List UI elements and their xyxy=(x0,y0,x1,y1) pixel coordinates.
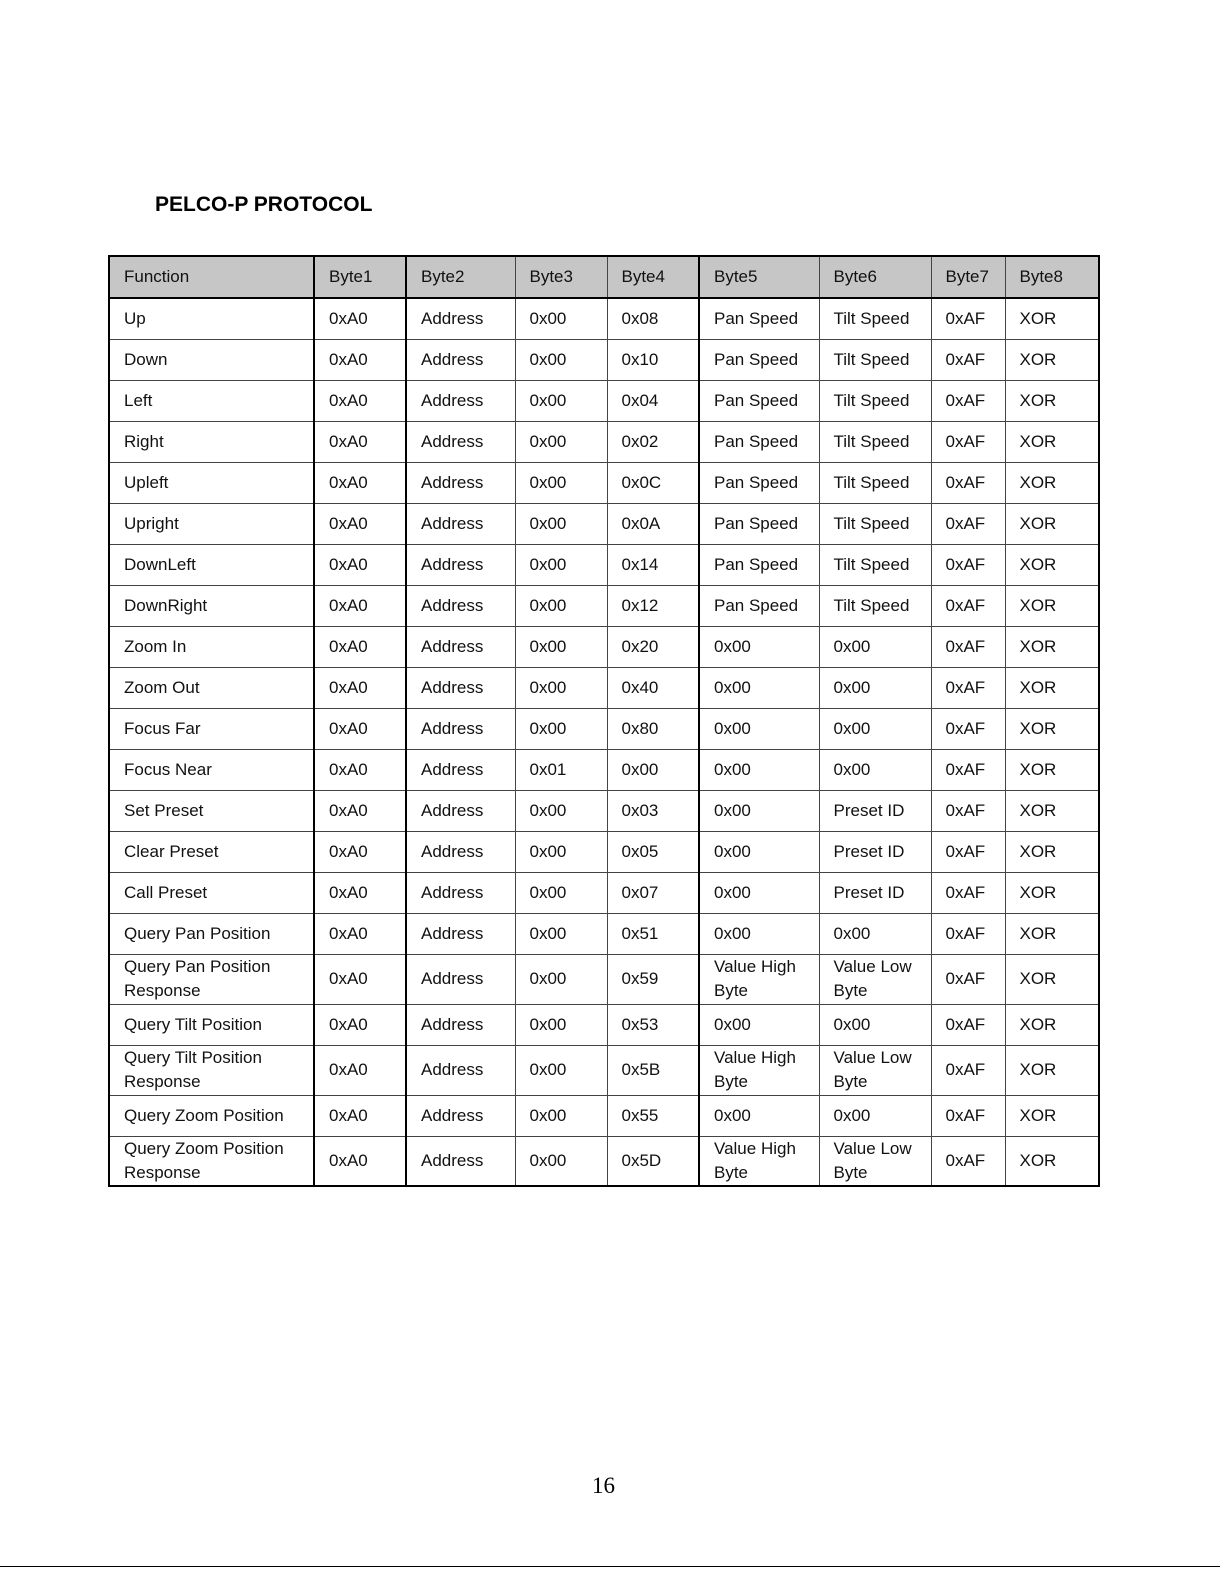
cell-byte6: Preset ID xyxy=(819,872,931,913)
table-row xyxy=(109,749,1099,790)
cell-byte5: 0x00 xyxy=(699,872,819,913)
cell-byte7: 0xAF xyxy=(931,667,1005,708)
cell-byte4: 0x40 xyxy=(607,667,699,708)
cell-byte8: XOR xyxy=(1005,790,1099,831)
cell-byte4: 0x0C xyxy=(607,462,699,503)
cell-byte5: Pan Speed xyxy=(699,298,819,339)
cell-byte5: Pan Speed xyxy=(699,503,819,544)
cell-byte5: Value High Byte xyxy=(699,954,819,1004)
cell-byte4: 0x0A xyxy=(607,503,699,544)
cell-byte7: 0xAF xyxy=(931,503,1005,544)
cell-byte1: 0xA0 xyxy=(314,872,406,913)
cell-function: Right xyxy=(109,421,314,462)
cell-byte5: 0x00 xyxy=(699,913,819,954)
cell-byte4: 0x5B xyxy=(607,1045,699,1095)
cell-byte5: 0x00 xyxy=(699,831,819,872)
cell-byte7: 0xAF xyxy=(931,831,1005,872)
cell-byte3: 0x00 xyxy=(515,831,607,872)
cell-byte7: 0xAF xyxy=(931,1045,1005,1095)
cell-byte2: Address xyxy=(406,339,515,380)
cell-byte8: XOR xyxy=(1005,1004,1099,1045)
cell-function: Query Zoom Position xyxy=(109,1095,314,1136)
cell-byte3: 0x00 xyxy=(515,585,607,626)
cell-byte6: Tilt Speed xyxy=(819,462,931,503)
cell-byte8: XOR xyxy=(1005,503,1099,544)
cell-byte3: 0x00 xyxy=(515,667,607,708)
cell-function: Focus Far xyxy=(109,708,314,749)
cell-function: Set Preset xyxy=(109,790,314,831)
cell-byte7: 0xAF xyxy=(931,380,1005,421)
cell-byte5: Pan Speed xyxy=(699,544,819,585)
cell-byte3: 0x00 xyxy=(515,626,607,667)
cell-byte8: XOR xyxy=(1005,298,1099,339)
cell-byte6: 0x00 xyxy=(819,749,931,790)
cell-byte3: 0x01 xyxy=(515,749,607,790)
cell-byte7: 0xAF xyxy=(931,1136,1005,1186)
cell-byte2: Address xyxy=(406,1004,515,1045)
cell-byte2: Address xyxy=(406,913,515,954)
table-row xyxy=(109,626,1099,667)
cell-byte8: XOR xyxy=(1005,421,1099,462)
cell-byte8: XOR xyxy=(1005,462,1099,503)
cell-byte6: 0x00 xyxy=(819,626,931,667)
cell-function: Query Pan Position xyxy=(109,913,314,954)
cell-byte6: Value Low Byte xyxy=(819,954,931,1004)
table-row xyxy=(109,339,1099,380)
table-row xyxy=(109,462,1099,503)
cell-byte4: 0x20 xyxy=(607,626,699,667)
cell-function: Up xyxy=(109,298,314,339)
cell-byte5: Pan Speed xyxy=(699,585,819,626)
cell-byte3: 0x00 xyxy=(515,1045,607,1095)
cell-byte4: 0x00 xyxy=(607,749,699,790)
cell-byte5: Pan Speed xyxy=(699,421,819,462)
cell-byte3: 0x00 xyxy=(515,339,607,380)
cell-byte7: 0xAF xyxy=(931,626,1005,667)
cell-byte3: 0x00 xyxy=(515,1095,607,1136)
cell-byte4: 0x5D xyxy=(607,1136,699,1186)
cell-byte3: 0x00 xyxy=(515,708,607,749)
table-row xyxy=(109,1045,1099,1095)
cell-byte2: Address xyxy=(406,708,515,749)
table-row xyxy=(109,503,1099,544)
cell-byte7: 0xAF xyxy=(931,954,1005,1004)
cell-byte2: Address xyxy=(406,1095,515,1136)
cell-byte4: 0x53 xyxy=(607,1004,699,1045)
cell-byte4: 0x14 xyxy=(607,544,699,585)
cell-byte8: XOR xyxy=(1005,1095,1099,1136)
cell-byte6: 0x00 xyxy=(819,708,931,749)
cell-function: DownRight xyxy=(109,585,314,626)
table-row xyxy=(109,1004,1099,1045)
cell-byte4: 0x10 xyxy=(607,339,699,380)
cell-byte6: 0x00 xyxy=(819,1004,931,1045)
cell-byte3: 0x00 xyxy=(515,421,607,462)
cell-byte1: 0xA0 xyxy=(314,421,406,462)
cell-function: Query Pan Position Response xyxy=(109,954,314,1004)
cell-byte4: 0x80 xyxy=(607,708,699,749)
header-byte2: Byte2 xyxy=(406,256,515,298)
cell-byte5: Value High Byte xyxy=(699,1045,819,1095)
cell-byte3: 0x00 xyxy=(515,1004,607,1045)
cell-byte8: XOR xyxy=(1005,339,1099,380)
table-row xyxy=(109,790,1099,831)
table-row xyxy=(109,913,1099,954)
cell-byte6: Preset ID xyxy=(819,790,931,831)
cell-byte2: Address xyxy=(406,667,515,708)
cell-byte8: XOR xyxy=(1005,544,1099,585)
cell-byte2: Address xyxy=(406,503,515,544)
cell-byte8: XOR xyxy=(1005,1045,1099,1095)
cell-byte2: Address xyxy=(406,749,515,790)
cell-function: Query Tilt Position xyxy=(109,1004,314,1045)
cell-byte2: Address xyxy=(406,831,515,872)
cell-byte2: Address xyxy=(406,1045,515,1095)
cell-byte7: 0xAF xyxy=(931,1004,1005,1045)
cell-byte1: 0xA0 xyxy=(314,462,406,503)
cell-byte5: Pan Speed xyxy=(699,462,819,503)
cell-byte4: 0x02 xyxy=(607,421,699,462)
cell-byte1: 0xA0 xyxy=(314,626,406,667)
table-row xyxy=(109,380,1099,421)
pelco-p-command-table xyxy=(108,255,1100,1187)
cell-byte8: XOR xyxy=(1005,667,1099,708)
cell-byte3: 0x00 xyxy=(515,790,607,831)
cell-byte2: Address xyxy=(406,380,515,421)
cell-byte7: 0xAF xyxy=(931,298,1005,339)
cell-function: Query Tilt Position Response xyxy=(109,1045,314,1095)
cell-byte1: 0xA0 xyxy=(314,585,406,626)
cell-byte2: Address xyxy=(406,462,515,503)
cell-byte7: 0xAF xyxy=(931,790,1005,831)
table-row xyxy=(109,1095,1099,1136)
cell-byte1: 0xA0 xyxy=(314,503,406,544)
cell-byte1: 0xA0 xyxy=(314,1004,406,1045)
cell-byte1: 0xA0 xyxy=(314,298,406,339)
cell-byte1: 0xA0 xyxy=(314,667,406,708)
cell-byte8: XOR xyxy=(1005,749,1099,790)
cell-byte2: Address xyxy=(406,790,515,831)
cell-byte6: Tilt Speed xyxy=(819,421,931,462)
table-row xyxy=(109,585,1099,626)
cell-byte3: 0x00 xyxy=(515,298,607,339)
cell-byte2: Address xyxy=(406,544,515,585)
cell-byte6: Tilt Speed xyxy=(819,544,931,585)
cell-byte5: 0x00 xyxy=(699,1004,819,1045)
cell-byte1: 0xA0 xyxy=(314,954,406,1004)
table-row xyxy=(109,544,1099,585)
cell-byte3: 0x00 xyxy=(515,462,607,503)
cell-byte6: Tilt Speed xyxy=(819,503,931,544)
cell-function: DownLeft xyxy=(109,544,314,585)
cell-function: Clear Preset xyxy=(109,831,314,872)
cell-byte1: 0xA0 xyxy=(314,544,406,585)
cell-byte6: Preset ID xyxy=(819,831,931,872)
cell-function: Upright xyxy=(109,503,314,544)
cell-function: Down xyxy=(109,339,314,380)
table-row xyxy=(109,872,1099,913)
cell-byte4: 0x04 xyxy=(607,380,699,421)
cell-byte5: Pan Speed xyxy=(699,380,819,421)
cell-byte3: 0x00 xyxy=(515,1136,607,1186)
cell-byte4: 0x03 xyxy=(607,790,699,831)
cell-byte8: XOR xyxy=(1005,380,1099,421)
cell-byte8: XOR xyxy=(1005,1136,1099,1186)
cell-byte7: 0xAF xyxy=(931,872,1005,913)
cell-byte8: XOR xyxy=(1005,913,1099,954)
cell-byte2: Address xyxy=(406,298,515,339)
header-byte8: Byte8 xyxy=(1005,256,1099,298)
cell-byte3: 0x00 xyxy=(515,872,607,913)
cell-byte4: 0x07 xyxy=(607,872,699,913)
cell-byte8: XOR xyxy=(1005,872,1099,913)
cell-byte7: 0xAF xyxy=(931,913,1005,954)
cell-byte1: 0xA0 xyxy=(314,790,406,831)
cell-byte2: Address xyxy=(406,1136,515,1186)
cell-byte7: 0xAF xyxy=(931,585,1005,626)
cell-byte6: Tilt Speed xyxy=(819,380,931,421)
cell-byte5: 0x00 xyxy=(699,1095,819,1136)
cell-byte2: Address xyxy=(406,872,515,913)
cell-byte5: 0x00 xyxy=(699,790,819,831)
header-byte1: Byte1 xyxy=(314,256,406,298)
cell-byte4: 0x51 xyxy=(607,913,699,954)
table-row xyxy=(109,831,1099,872)
cell-function: Left xyxy=(109,380,314,421)
cell-byte7: 0xAF xyxy=(931,544,1005,585)
cell-byte3: 0x00 xyxy=(515,913,607,954)
cell-byte1: 0xA0 xyxy=(314,831,406,872)
table-row xyxy=(109,667,1099,708)
cell-byte8: XOR xyxy=(1005,585,1099,626)
cell-byte4: 0x05 xyxy=(607,831,699,872)
cell-byte6: 0x00 xyxy=(819,913,931,954)
cell-byte1: 0xA0 xyxy=(314,1045,406,1095)
cell-byte1: 0xA0 xyxy=(314,1136,406,1186)
cell-byte4: 0x59 xyxy=(607,954,699,1004)
cell-byte3: 0x00 xyxy=(515,544,607,585)
header-byte4: Byte4 xyxy=(607,256,699,298)
table-body xyxy=(109,298,1099,1186)
cell-byte6: Value Low Byte xyxy=(819,1136,931,1186)
header-byte3: Byte3 xyxy=(515,256,607,298)
cell-byte3: 0x00 xyxy=(515,954,607,1004)
cell-byte1: 0xA0 xyxy=(314,749,406,790)
cell-byte5: Value High Byte xyxy=(699,1136,819,1186)
cell-byte8: XOR xyxy=(1005,954,1099,1004)
cell-byte3: 0x00 xyxy=(515,380,607,421)
cell-byte6: Tilt Speed xyxy=(819,585,931,626)
table-row xyxy=(109,708,1099,749)
section-title: PELCO-P PROTOCOL xyxy=(155,193,373,216)
header-function: Function xyxy=(109,256,314,298)
cell-byte5: 0x00 xyxy=(699,749,819,790)
cell-byte8: XOR xyxy=(1005,708,1099,749)
table-row xyxy=(109,298,1099,339)
cell-byte7: 0xAF xyxy=(931,421,1005,462)
table-header-row xyxy=(109,256,1099,298)
cell-byte6: 0x00 xyxy=(819,667,931,708)
cell-byte5: Pan Speed xyxy=(699,339,819,380)
bottom-rule xyxy=(0,1566,1220,1567)
cell-byte6: Value Low Byte xyxy=(819,1045,931,1095)
cell-byte6: 0x00 xyxy=(819,1095,931,1136)
cell-byte8: XOR xyxy=(1005,831,1099,872)
cell-byte4: 0x55 xyxy=(607,1095,699,1136)
cell-byte6: Tilt Speed xyxy=(819,298,931,339)
cell-function: Zoom In xyxy=(109,626,314,667)
cell-byte1: 0xA0 xyxy=(314,1095,406,1136)
page-number: 16 xyxy=(592,1473,615,1498)
cell-byte7: 0xAF xyxy=(931,339,1005,380)
table-row xyxy=(109,421,1099,462)
cell-byte4: 0x08 xyxy=(607,298,699,339)
cell-byte7: 0xAF xyxy=(931,462,1005,503)
cell-byte2: Address xyxy=(406,626,515,667)
cell-byte1: 0xA0 xyxy=(314,380,406,421)
cell-byte2: Address xyxy=(406,585,515,626)
cell-byte1: 0xA0 xyxy=(314,708,406,749)
cell-byte2: Address xyxy=(406,421,515,462)
cell-byte7: 0xAF xyxy=(931,708,1005,749)
header-byte6: Byte6 xyxy=(819,256,931,298)
cell-byte3: 0x00 xyxy=(515,503,607,544)
cell-function: Zoom Out xyxy=(109,667,314,708)
cell-byte7: 0xAF xyxy=(931,749,1005,790)
cell-byte5: 0x00 xyxy=(699,626,819,667)
cell-function: Query Zoom Position Response xyxy=(109,1136,314,1186)
cell-byte5: 0x00 xyxy=(699,708,819,749)
cell-byte7: 0xAF xyxy=(931,1095,1005,1136)
table-row xyxy=(109,954,1099,1004)
cell-byte6: Tilt Speed xyxy=(819,339,931,380)
cell-function: Upleft xyxy=(109,462,314,503)
header-byte7: Byte7 xyxy=(931,256,1005,298)
cell-byte8: XOR xyxy=(1005,626,1099,667)
cell-byte2: Address xyxy=(406,954,515,1004)
cell-byte5: 0x00 xyxy=(699,667,819,708)
cell-function: Focus Near xyxy=(109,749,314,790)
cell-byte1: 0xA0 xyxy=(314,339,406,380)
table-row xyxy=(109,1136,1099,1186)
header-byte5: Byte5 xyxy=(699,256,819,298)
cell-byte4: 0x12 xyxy=(607,585,699,626)
cell-byte1: 0xA0 xyxy=(314,913,406,954)
cell-function: Call Preset xyxy=(109,872,314,913)
